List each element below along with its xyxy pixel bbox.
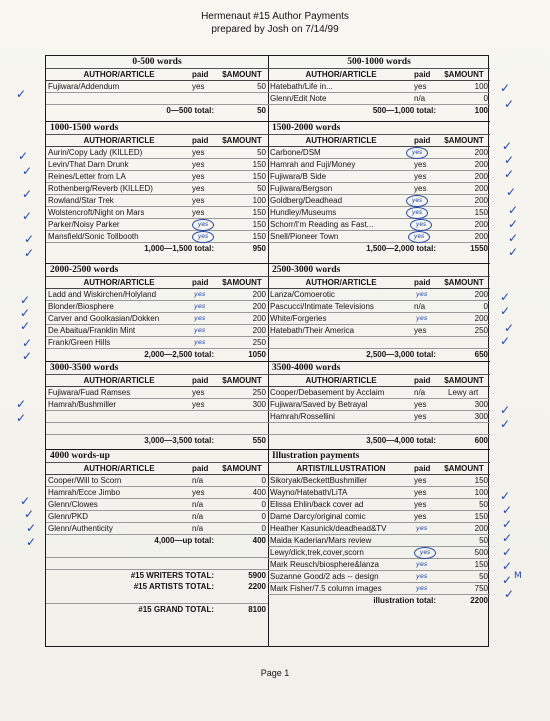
table-row [46, 546, 268, 558]
check-mark-icon: ✓ [22, 187, 33, 201]
table-row [268, 423, 490, 435]
yes-handwritten: yes [416, 290, 428, 298]
check-mark-icon: ✓ [504, 321, 515, 335]
section-total: 1,500—2,000 total: 1550 [366, 244, 488, 253]
table-row [46, 558, 268, 570]
yes-circle-mark: yes [192, 219, 214, 231]
yes-handwritten: yes [194, 290, 206, 298]
table-row: Schorr/I'm Reading as Fast... 200 yes [270, 220, 488, 229]
check-mark-icon: ✓ [504, 97, 515, 111]
table-row: Maida Kaderian/Mars review 50 [270, 536, 488, 545]
check-mark-icon: ✓ [504, 153, 515, 167]
yes-handwritten: yes [194, 338, 206, 346]
table-row: Sikoryak/BeckettBushmiller yes 150 [270, 476, 488, 485]
table-row: White/Forgeries yes 200 [270, 314, 488, 323]
right-column [268, 56, 490, 646]
section-title: 500-1000 words [268, 56, 490, 69]
check-mark-icon: ✓ [16, 397, 27, 411]
section-0-500 [46, 56, 268, 122]
yes-handwritten: yes [416, 584, 428, 592]
check-mark-icon: ✓ [20, 494, 31, 508]
check-mark-icon: ✓ [500, 334, 511, 348]
table-row: Glenn/Authenticity n/a 0 [48, 524, 266, 533]
yes-circle-mark: yes [414, 547, 436, 559]
section-title: 1000-1500 words [46, 122, 268, 135]
section-title: 4000 words-up [46, 450, 268, 463]
table-header: AUTHOR/ARTICLE paid $AMOUNT [46, 135, 268, 147]
yes-handwritten: yes [416, 560, 428, 568]
yes-handwritten: yes [416, 572, 428, 580]
section-4000-up [46, 450, 268, 648]
section-total: 4,000—up total: 400 [154, 536, 266, 545]
check-mark-icon: ✓ [26, 535, 37, 549]
table-row: Heather Kasunick/deadhead&TV yes 200 [270, 524, 488, 533]
check-mark-icon: ✓ [20, 293, 31, 307]
section-total: 500—1,000 total: 100 [372, 106, 488, 115]
check-mark-icon: ✓ [24, 246, 35, 260]
check-mark-icon: ✓ [502, 573, 513, 587]
check-mark-icon: ✓ [500, 290, 511, 304]
section-500-1000 [268, 56, 490, 122]
table-row: Goldberg/Deadhead 200 yes [270, 196, 488, 205]
table-row: Wayno/Hatebath/LiTA yes 100 [270, 488, 488, 497]
section-title: 3000-3500 words [46, 362, 268, 375]
check-mark-icon: ✓ [20, 306, 31, 320]
check-mark-icon: ✓ [508, 203, 519, 217]
table-header: ARTIST/ILLUSTRATION paid $AMOUNT [268, 463, 490, 475]
check-mark-icon: ✓ [502, 139, 513, 153]
section-total: 3,500—4,000 total: 600 [366, 436, 488, 445]
yes-handwritten: yes [416, 314, 428, 322]
table-row: Fujiwara/Saved by Betrayal yes 300 [270, 400, 488, 409]
section-3000-3500 [46, 362, 268, 450]
table-row: Fujiwara/Addendum yes 50 [48, 82, 266, 91]
table-row: Fujiwara/Fuad Ramses yes 250 [48, 388, 266, 397]
yes-circle-mark: yes [406, 207, 428, 219]
table-row: Hamrah/Bushmiller yes 300 [48, 400, 266, 409]
table-row: Ladd and Wiskirchen/Holyland yes 200 [48, 290, 266, 299]
section-total: illustration total: 2200 [373, 596, 488, 605]
table-row [46, 411, 268, 423]
table-row: Dame Darcy/original comic yes 150 [270, 512, 488, 521]
section-title: 0-500 words [46, 56, 268, 69]
section-illustration [268, 450, 490, 648]
table-row: Mansfield/Sonic Tollbooth 150 yes [48, 232, 266, 241]
check-mark-icon: ✓ [502, 531, 513, 545]
check-mark-icon: ✓ [26, 521, 37, 535]
yes-handwritten: yes [194, 326, 206, 334]
document-title: Hermenaut #15 Author Payments [201, 11, 349, 22]
section-title: 3500-4000 words [268, 362, 490, 375]
table-row: Hatebath/Life in... yes 100 [270, 82, 488, 91]
table-row: Cooper/Will to Scorn n/a 0 [48, 476, 266, 485]
check-mark-icon: ✓ [500, 489, 511, 503]
scribble-mark: M [514, 571, 522, 581]
payment-grid [45, 55, 489, 647]
table-row: Hamrah/Ecce Jimbo yes 400 [48, 488, 266, 497]
table-row: Reines/Letter from LA yes 150 [48, 172, 266, 181]
yes-circle-mark: yes [406, 195, 428, 207]
lewy-art-note: Lewy art [448, 388, 479, 397]
section-title: Illustration payments [268, 450, 490, 463]
table-row: Blonder/Biosphere yes 200 [48, 302, 266, 311]
yes-handwritten: yes [194, 302, 206, 310]
table-header: AUTHOR/ARTICLE paid $AMOUNT [46, 277, 268, 289]
table-row: Levin/That Darn Drunk yes 150 [48, 160, 266, 169]
table-row: Fujiwara/B Side yes 200 [270, 172, 488, 181]
table-row: Rowland/Star Trek yes 100 [48, 196, 266, 205]
table-row [268, 337, 490, 349]
check-mark-icon: ✓ [508, 217, 519, 231]
yes-handwritten: yes [416, 524, 428, 532]
section-title: 2000-2500 words [46, 264, 268, 277]
table-header: AUTHOR/ARTICLE paid $AMOUNT [268, 69, 490, 81]
table-row [46, 592, 268, 604]
check-mark-icon: ✓ [500, 417, 511, 431]
check-mark-icon: ✓ [504, 167, 515, 181]
yes-circle-mark: yes [410, 219, 432, 231]
check-mark-icon: ✓ [502, 545, 513, 559]
table-row: Parker/Noisy Parker 150 yes [48, 220, 266, 229]
table-row: Hatebath/Their America yes 250 [270, 326, 488, 335]
check-mark-icon: ✓ [508, 231, 519, 245]
section-1500-2000 [268, 122, 490, 264]
table-header: AUTHOR/ARTICLE paid $AMOUNT [268, 135, 490, 147]
check-mark-icon: ✓ [20, 319, 31, 333]
table-row: Hamrah/Rossellini yes 300 [270, 412, 488, 421]
table-row: Elissa Ehlin/back cover ad yes 50 [270, 500, 488, 509]
table-row: Mark Reusch/biosphere&lanza yes 150 [270, 560, 488, 569]
table-row [46, 423, 268, 435]
yes-circle-mark: yes [408, 231, 430, 243]
writers-total-row: #15 WRITERS TOTAL: 5900 [130, 571, 266, 580]
section-total: 1,000—1,500 total: 950 [144, 244, 266, 253]
table-header: AUTHOR/ARTICLE paid $AMOUNT [46, 69, 268, 81]
check-mark-icon: ✓ [16, 411, 27, 425]
table-row: Pascucci/Intimate Televisions n/a 0 [270, 302, 488, 311]
check-mark-icon: ✓ [500, 403, 511, 417]
table-header: AUTHOR/ARTICLE paid $AMOUNT [46, 463, 268, 475]
table-row: Carbone/DSM 200 yes [270, 148, 488, 157]
yes-handwritten: yes [194, 314, 206, 322]
check-mark-icon: ✓ [502, 559, 513, 573]
section-total: 2,000—2,500 total: 1050 [144, 350, 266, 359]
table-row: Fujiwara/Bergson yes 200 [270, 184, 488, 193]
table-row: Glenn/Edit Note n/a 0 [270, 94, 488, 103]
check-mark-icon: ✓ [16, 87, 27, 101]
section-total: 0—500 total: 50 [166, 106, 266, 115]
check-mark-icon: ✓ [22, 336, 33, 350]
table-row: Cooper/Debasement by Acclaim n/a Lewy art [268, 387, 490, 399]
check-mark-icon: ✓ [24, 232, 35, 246]
table-header: AUTHOR/ARTICLE paid $AMOUNT [46, 375, 268, 387]
grand-total-row: #15 GRAND TOTAL: 8100 [138, 605, 266, 614]
table-row: Frank/Green Hills yes 250 [48, 338, 266, 347]
document-subtitle: prepared by Josh on 7/14/99 [211, 24, 339, 35]
table-row: Glenn/Clowes n/a 0 [48, 500, 266, 509]
section-1000-1500 [46, 122, 268, 264]
left-column [46, 56, 269, 646]
yes-circle-mark: yes [406, 147, 428, 159]
section-2000-2500 [46, 264, 268, 362]
section-2500-3000 [268, 264, 490, 362]
section-title: 2500-3000 words [268, 264, 490, 277]
yes-circle-mark: yes [192, 231, 214, 243]
check-mark-icon: ✓ [22, 349, 33, 363]
check-mark-icon: ✓ [508, 245, 519, 259]
check-mark-icon: ✓ [22, 164, 33, 178]
table-header: AUTHOR/ARTICLE paid $AMOUNT [268, 375, 490, 387]
check-mark-icon: ✓ [500, 304, 511, 318]
section-total: 3,000—3,500 total: 550 [144, 436, 266, 445]
table-row: Hamrah and Fuji/Money yes 200 [270, 160, 488, 169]
page-number: Page 1 [260, 668, 290, 678]
section-title: 1500-2000 words [268, 122, 490, 135]
section-3500-4000 [268, 362, 490, 450]
check-mark-icon: ✓ [504, 587, 515, 601]
table-header: AUTHOR/ARTICLE paid $AMOUNT [268, 277, 490, 289]
table-row: Carver and Goolkasian/Dokken yes 200 [48, 314, 266, 323]
table-row: Lanza/Comoerotic yes 200 [270, 290, 488, 299]
table-row: Lewy/dick,trek,cover,scorn 500 yes [270, 548, 488, 557]
table-row: Snell/Pioneer Town 200 yes [270, 232, 488, 241]
table-row: Rothenberg/Reverb (KILLED) yes 50 [48, 184, 266, 193]
table-row: Mark Fisher/7.5 column images yes 750 [270, 584, 488, 593]
table-row: Aurin/Copy Lady (KILLED) yes 50 [48, 148, 266, 157]
table-row: Hundley/Museums 150 yes [270, 208, 488, 217]
check-mark-icon: ✓ [24, 507, 35, 521]
table-row: De Abaitua/Franklin Mint yes 200 [48, 326, 266, 335]
check-mark-icon: ✓ [500, 81, 511, 95]
check-mark-icon: ✓ [506, 185, 517, 199]
table-row [46, 93, 268, 105]
check-mark-icon: ✓ [18, 149, 29, 163]
table-row: Glenn/PKD n/a 0 [48, 512, 266, 521]
check-mark-icon: ✓ [502, 503, 513, 517]
section-total: 2,500—3,000 total: 650 [366, 350, 488, 359]
table-row: Wolstencroft/Night on Mars yes 150 [48, 208, 266, 217]
check-mark-icon: ✓ [502, 517, 513, 531]
artists-total-row: #15 ARTISTS TOTAL: 2200 [133, 582, 266, 591]
table-row: Suzanne Good/2 ads -- design yes 50 [270, 572, 488, 581]
check-mark-icon: ✓ [22, 209, 33, 223]
